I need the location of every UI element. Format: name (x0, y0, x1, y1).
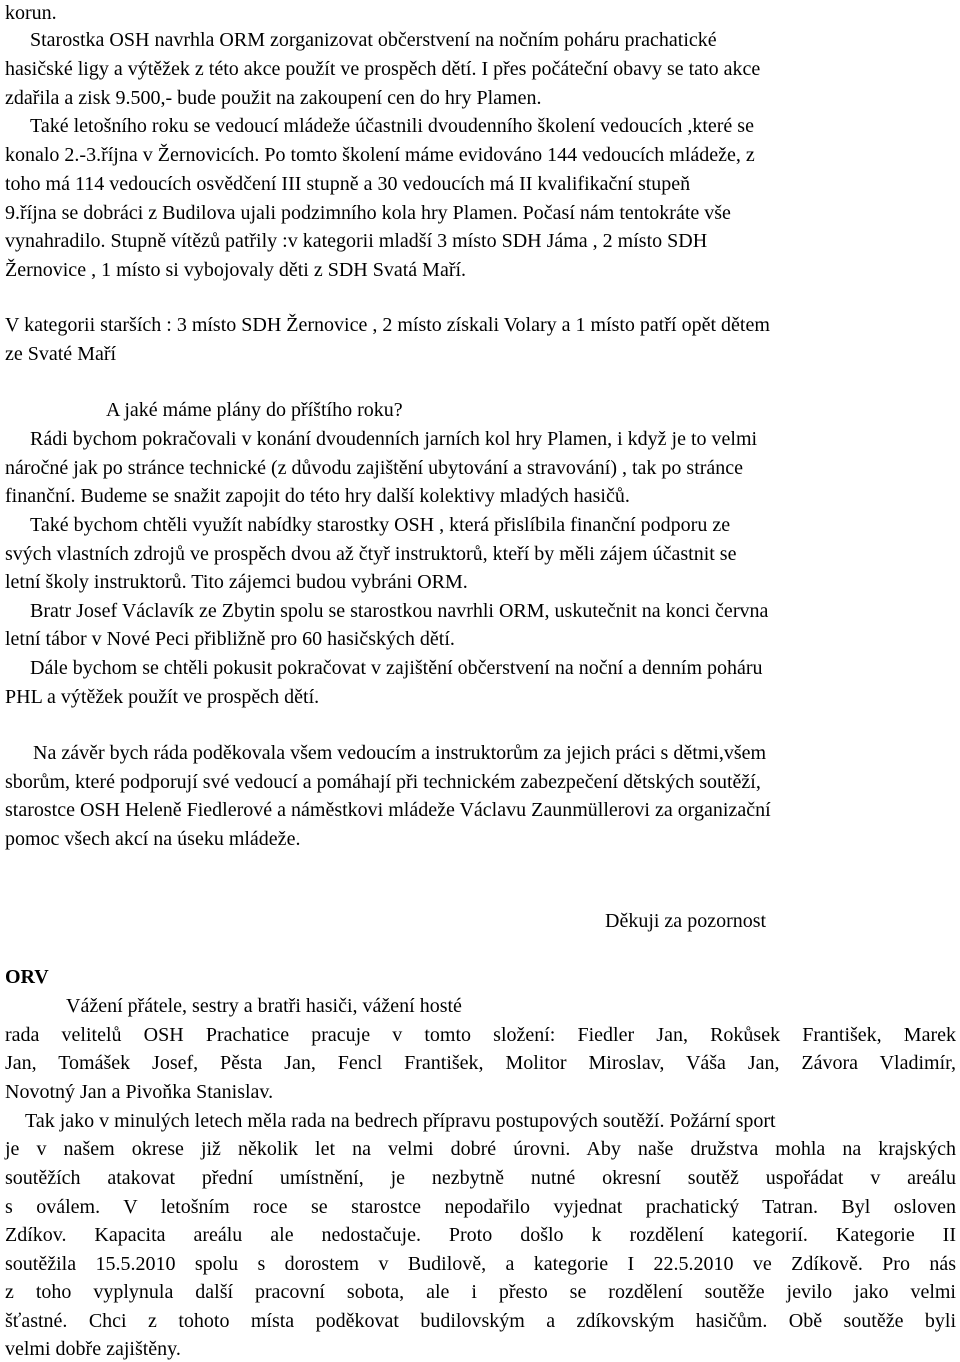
text-line: Jan, Tomášek Josef, Pěsta Jan, Fencl František, Molitor Miroslav, Váša Jan, Závora Vladimír, (5, 1052, 956, 1074)
text-line: zdařila a zisk 9.500,- bude použit na zakoupení cen do hry Plamen. (5, 87, 542, 109)
section-heading: A jaké máme plány do příštího roku? (106, 399, 403, 421)
text-line: Na závěr bych ráda poděkovala všem vedoucím a instruktorům za jejich práci s dětmi,všem (33, 742, 767, 764)
text-line: vynahradilo. Stupně vítězů patřily :v kategorii mladší 3 místo SDH Jáma , 2 místo SDH (5, 230, 708, 252)
text-line: svých vlastních zdrojů ve prospěch dvou až čtyř instruktorů, kteří by měli zájem účastnit se (5, 543, 737, 565)
text-line: Tak jako v minulých letech měla rada na bedrech přípravu postupových soutěží. Požární sport (25, 1110, 776, 1132)
text-line: Žernovice , 1 místo si vybojovaly děti z SDH Svatá Maří. (5, 259, 467, 281)
text-line: je v našem okrese již několik let na velmi dobré úrovni. Aby naše družstva mohla na krajských (5, 1138, 956, 1160)
closing-thanks: Děkuji za pozornost (605, 910, 767, 932)
text-line: soutěžila 15.5.2010 spolu s dorostem v Budilově, a kategorie I 22.5.2010 ve Zdíkově. Pro nás (5, 1253, 956, 1275)
text-line: 9.října se dobráci z Budilova ujali podzimního kola hry Plamen. Počasí nám tentokráte vše (5, 202, 731, 224)
text-line: Starostka OSH navrhla ORM zorganizovat občerstvení na nočním poháru prachatické (30, 29, 717, 51)
section-title-orv: ORV (5, 966, 49, 988)
text-line: velmi dobře zajištěny. (5, 1338, 181, 1360)
text-line: letní tábor v Nové Peci přibližně pro 60 hasičských dětí. (5, 628, 455, 650)
text-line: pomoc všech akcí na úseku mládeže. (5, 828, 301, 850)
text-line: soutěžích atakovat přední umístnění, je nezbytně nutné okresní soutěž uspořádat v areálu (5, 1167, 956, 1189)
text-line: V kategorii starších : 3 místo SDH Žernovice , 2 místo získali Volary a 1 místo patří opět dětem (5, 314, 770, 336)
text-line: PHL a výtěžek použít ve prospěch dětí. (5, 686, 320, 708)
text-line: šťastné. Chci z tohoto místa poděkovat budilovským a zdíkovským hasičům. Obě soutěže byli (5, 1310, 956, 1332)
text-line: Novotný Jan a Pivoňka Stanislav. (5, 1081, 274, 1103)
text-line: starostce OSH Heleně Fiedlerové a náměstkovi mládeže Václavu Zaunmüllerovi za organizační (5, 799, 771, 821)
text-line: sborům, které podporují své vedoucí a pomáhají při technickém zabezpečení dětských soutěží, (5, 771, 761, 793)
text-line: Také letošního roku se vedoucí mládeže účastnili dvoudenního školení vedoucích ,které se (30, 115, 754, 137)
text-line: letní školy instruktorů. Tito zájemci budou vybráni ORM. (5, 571, 468, 593)
text-line: náročné jak po stránce technické (z důvodu zajištění ubytování a stravování) , tak po stránce (5, 457, 744, 479)
text-line: s oválem. V letošním roce se starostce nepodařilo vyjednat prachatický Tatran. Byl osloven (5, 1196, 956, 1218)
text-line: Dále bychom se chtěli pokusit pokračovat v zajištění občerstvení na noční a denním poháru (30, 657, 763, 679)
text-line: rada velitelů OSH Prachatice pracuje v tomto složení: Fiedler Jan, Rokůsek František, Marek (5, 1024, 956, 1046)
text-line: finanční. Budeme se snažit zapojit do této hry další kolektivy mladých hasičů. (5, 485, 630, 507)
text-line: Také bychom chtěli využít nabídky starostky OSH , která přislíbila finanční podporu ze (30, 514, 731, 536)
text-line: hasičské ligy a výtěžek z této akce použít ve prospěch dětí. I přes počáteční obavy se tato akce (5, 58, 761, 80)
text-line: toho má 114 vedoucích osvědčení III stupně a 30 vedoucích má II kvalifikační stupeň (5, 173, 691, 195)
text-line: Bratr Josef Václavík ze Zbytin spolu se starostkou navrhli ORM, uskutečnit na konci června (30, 600, 769, 622)
text-line: konalo 2.-3.října v Žernovicích. Po tomto školení máme evidováno 144 vedoucích mládeže, z (5, 144, 755, 166)
text-line: Zdíkov. Kapacita areálu ale nedostačuje. Proto došlo k rozdělení kategorií. Kategorie II (5, 1224, 956, 1246)
text-line: Rádi bychom pokračovali v konání dvoudenních jarních kol hry Plamen, i když je to velmi (30, 428, 758, 450)
text-line: korun. (5, 2, 57, 24)
salutation: Vážení přátele, sestry a bratři hasiči, vážení hosté (66, 995, 462, 1017)
text-line: z toho vyplynula další pracovní sobota, ale i přesto se rozdělení soutěže jevilo jako velmi (5, 1281, 956, 1303)
text-line: ze Svaté Maří (5, 343, 117, 365)
